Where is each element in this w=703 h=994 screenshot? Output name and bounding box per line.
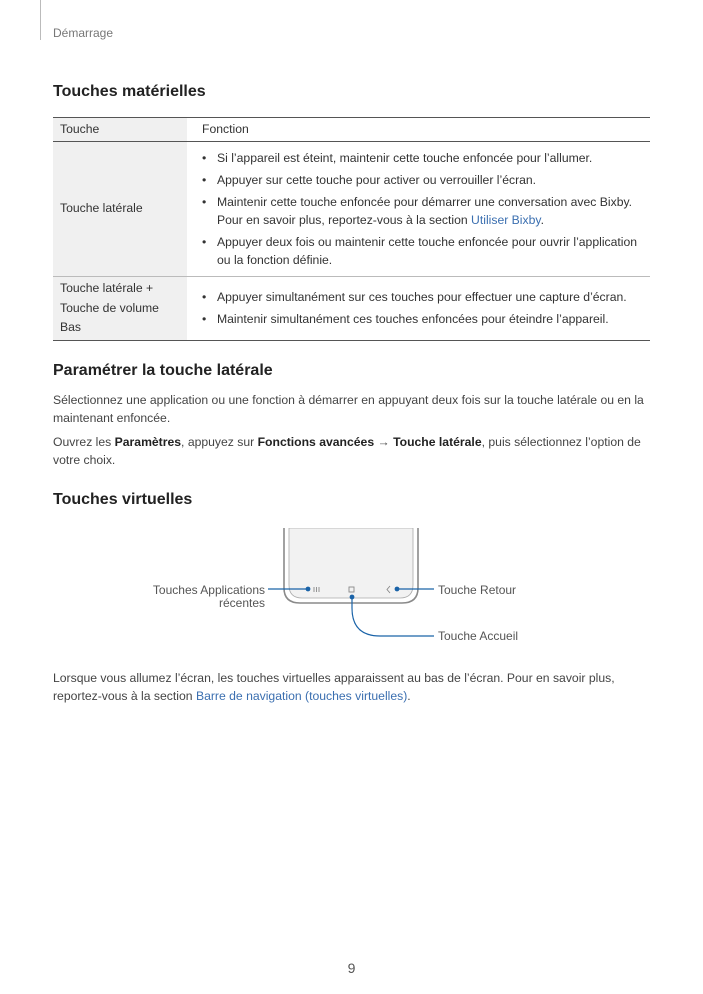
key-cell bbox=[53, 277, 187, 341]
table-row bbox=[53, 142, 650, 277]
list-item: • Maintenir simultanément ces touches enfoncées pour éteindre l’appareil. bbox=[202, 310, 643, 328]
side-key-term: Touche latérale bbox=[393, 435, 482, 449]
bixby-link[interactable]: Utiliser Bixby bbox=[471, 213, 541, 227]
key-name: Touche latérale bbox=[60, 201, 143, 216]
function-cell bbox=[187, 142, 650, 277]
list-item: • Appuyer sur cette touche pour activer ou verrouiller l’écran. bbox=[202, 171, 643, 189]
col-header-key: Touche bbox=[53, 118, 187, 142]
hardware-keys-table bbox=[53, 117, 650, 341]
soft-keys-title: Touches virtuelles bbox=[53, 491, 193, 508]
key-name-line: Touche de volume bbox=[60, 300, 159, 315]
list-item: • Appuyer deux fois ou maintenir cette touche enfoncée pour ouvrir l’application ou la fonction définie. bbox=[202, 233, 643, 269]
list-item: • Appuyer simultanément sur ces touches pour effectuer une capture d’écran. bbox=[202, 288, 643, 306]
key-name-line: Touche latérale + bbox=[60, 281, 154, 295]
col-header-function: Fonction bbox=[187, 118, 650, 142]
margin-rule bbox=[40, 0, 41, 40]
table-row bbox=[53, 277, 650, 341]
section-header: Démarrage bbox=[53, 26, 114, 40]
back-key-callout: Touche Retour bbox=[438, 583, 517, 597]
list-item: • Maintenir cette touche enfoncée pour démarrer une conversation avec Bixby. Pour en savoir plus, reportez-vous à la section Utiliser Bixby. bbox=[202, 193, 643, 229]
page-number: 9 bbox=[347, 960, 356, 976]
side-key-paragraph-2: Ouvrez les Paramètres, appuyez sur Fonctions avancées → Touche latérale, puis sélectionnez l’option de votre choix. bbox=[53, 435, 641, 467]
recent-apps-callout: Touches Applications récentes bbox=[152, 583, 265, 610]
navigation-bar-link[interactable]: Barre de navigation (touches virtuelles) bbox=[195, 689, 408, 703]
advanced-features-term: Fonctions avancées bbox=[257, 435, 375, 449]
side-key-paragraph-1: Sélectionnez une application ou une fonction à démarrer en appuyant deux fois sur la touche latérale ou en la maintenant enfoncée. bbox=[53, 393, 644, 425]
function-cell bbox=[187, 277, 650, 341]
home-key-callout: Touche Accueil bbox=[438, 629, 519, 643]
hardware-keys-title: Touches matérielles bbox=[53, 83, 206, 100]
list-item: • Si l’appareil est éteint, maintenir cette touche enfoncée pour l’allumer. bbox=[202, 149, 643, 167]
settings-term: Paramètres bbox=[114, 435, 182, 449]
key-name-line: Bas bbox=[60, 320, 82, 334]
key-cell bbox=[53, 142, 187, 277]
soft-keys-paragraph: Lorsque vous allumez l’écran, les touches virtuelles apparaissent au bas de l’écran. Pour en savoir plus, reportez-vous à la section Barre de navigation (touches virtuelles). bbox=[53, 671, 615, 703]
side-key-title: Paramétrer la touche latérale bbox=[53, 362, 273, 379]
